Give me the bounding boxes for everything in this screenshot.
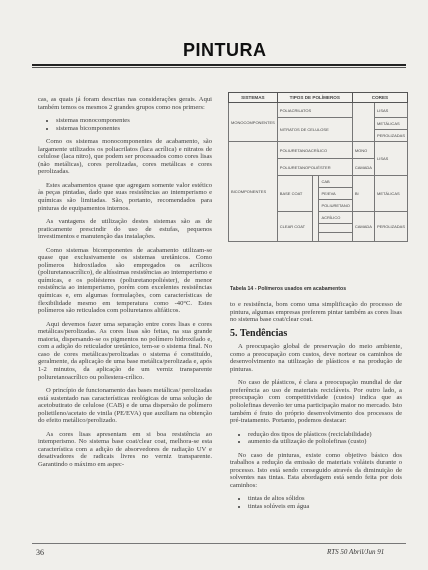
table-cell [319,224,352,233]
table-cell: PEROLIZADAS [374,212,407,242]
table-cell: LISAS [374,142,407,176]
table-cell [319,233,352,242]
table-cell: METÁLICAS [374,118,407,130]
table-header: TIPOS DE POLÍMEROS [277,93,352,103]
page-number: 36 [36,548,44,557]
paragraph: A preocupação global de preservação do meio ambiente, como a preocupação com custos, deve nortear os caminhos de desenvolvimento na utilização de plásticos e na produção de pinturas. [230,343,402,373]
table-cell: BICOMPONENTES [229,142,278,242]
bullet-list [230,431,402,446]
bullet-list [38,117,212,132]
paragraph: As cores lisas apresentam em si boa resistência ao intemperismo. No sistema base coat/clear coat, melhora-se esta característica com a adição de absorvedores de radiação UV e desativadores de radicais livres no verniz transparente. Garantindo o máximo em aspec- [38,430,212,468]
table-cell: CAMADA [352,212,374,242]
table-cell: MONO [352,142,374,159]
list-item: • sistemas bicomponentes [56,125,212,133]
list-item: • tintas de altos sólidos [248,495,402,503]
journal-reference: RTS 50 Abril/Jun 91 [327,548,385,556]
table-cell: POLIURETANO [319,200,352,212]
table-cell: LISAS [374,103,407,118]
bullet-list [230,495,402,510]
right-column [230,301,402,517]
polymers-table [228,92,408,242]
table-header: SISTEMAS [229,93,278,103]
table-cell: METÁLICAS [374,176,407,212]
footer-rule [32,543,406,544]
paragraph: No caso de pinturas, existe como objetivo básico dos trabalhos a redução da emissão de materiais voláteis durante o processo. Isto está sendo conseguido através da diminuição de solventes nas tintas. Esta abordagem está sendo feita por dois caminhos: [230,451,402,489]
table-header: CORES [352,93,407,103]
list-item: • tintas solúveis em água [248,503,402,511]
header-rule [32,64,406,66]
table-cell: POLIURETANOPOLIÉSTER [277,159,352,176]
paragraph: No caso de plásticos, é clara a preocupação mundial de dar preferência ao uso de materiais recicláveis. Por outro lado, a preocupação com competitividade (custos) indica que as poliolefinas deverão ter uma participação maior no mercado. Isto também é fruto do próprio desenvolvimento dos processos de pré-tratamento. Portanto, podemos destacar: [230,379,402,425]
table-cell: ACRÍLICO [319,212,352,224]
paragraph: Como os sistemas monocomponentes de acabamento, são largamente utilizados os poliacrilatos (laca acrílica) e nitratos de celulose (laca nitro), que podem ser processados como cores lisas (não metálicas), cores perolizadas, cores metálicas e cores perolizadas. [38,138,212,176]
table-cell: POLIACRILATOS [277,103,352,118]
table-cell: PEROLIZADAS [374,130,407,142]
paragraph: Aqui devemos fazer uma separação entre cores lisas e cores metálicas/perolizadas. As cores lisas são feitas, na sua grande maioria, dispersando-se os pigmentos no polímero hidroxilado e, com a adição do reticulador uretânico, tem-se o sistema final. No caso de cores metálicas/perolizadas o sistema é constituído, geralmente, da aplicação de uma base metálica/perolizada e, após 1-2 minutos, da aplicação de um verniz transparente poliuretanoacrílico ou poliestera-crílico. [38,320,212,381]
list-item: • redução dos tipos de plásticos (reciclabilidade) [248,431,402,439]
table-cell [352,103,374,142]
paragraph: O princípio de funcionamento das bases metálicas/ perolizadas está sustentado nas características reológicas de uma solução de acetobutirato de celulose (CAB) e de uma dispersão de polímero polietileno/acetato de vinila (PE/EVA) que auxiliam na obtenção do efeito metálico/perolizado. [38,387,212,425]
table-cell: BASE COAT [277,176,312,212]
paragraph: As vantagens de utilização destes sistemas são as de praticamente prescindir do uso de estufas, pequenos investimentos e manutenção das instalações. [38,218,212,241]
table-cell: POLIURETANOACRÍLICO [277,142,352,159]
paragraph: to e resistência, bom como uma simplificação do processo de pintura, algumas empresas preferem pintar também as cores lisas no sistema base coat/clear coat. [230,301,402,324]
table-cell: MONOCOMPONENTES [229,103,278,142]
list-item: • aumento da utilização de poliolefinas (custo) [248,438,402,446]
table-cell: NITRATOS DE CELULOSE [277,118,352,142]
table-cell: PE/EVA [319,188,352,200]
section-heading: 5. Tendências [230,327,288,339]
table-caption: Tabela 14 - Polímeros usados em acabamentos [230,286,347,292]
section-title: PINTURA [183,40,267,60]
table-cell: BI [352,176,374,212]
list-item: • sistemas monocomponentes [56,117,212,125]
table-cell: CAB [319,176,352,188]
header-rule-thin [32,67,406,68]
paragraph: Como sistemas bicomponentes de acabamento utilizam-se quase que exclusivamente os sistemas uretânicos. Como polímeros hidroxilados são empregados os acrílicos (poliuretanoacrílico), de altíssimas resistências ao intemperismo e químicas, e os poliésteres (poliuretanopoliéster), de menor resistência ao intemperismo, porém com excelentes resistências químicas e, em algumas formulações, com características de flexibilidade mesmo em temperatura como -40°C. Estes polímeros são reticulados com poliuretanos alifáticos. [38,246,212,315]
table-cell [312,176,319,242]
left-column [38,96,212,475]
paragraph: Estes acabamentos quase que agregam somente valor estético às peças pintadas, dado que suas resistências ao intemperismo e químicas são limitadas. São, portanto, recomendados para pinturas de equipamentos internos. [38,181,212,212]
table-cell: CLEAR COAT [277,212,312,242]
table-cell: CAMADA [352,159,374,176]
paragraph: cas, as quais já foram descritas nas considerações gerais. Aqui também temos os mesmos 2 grandes grupos como nos primers: [38,96,212,111]
